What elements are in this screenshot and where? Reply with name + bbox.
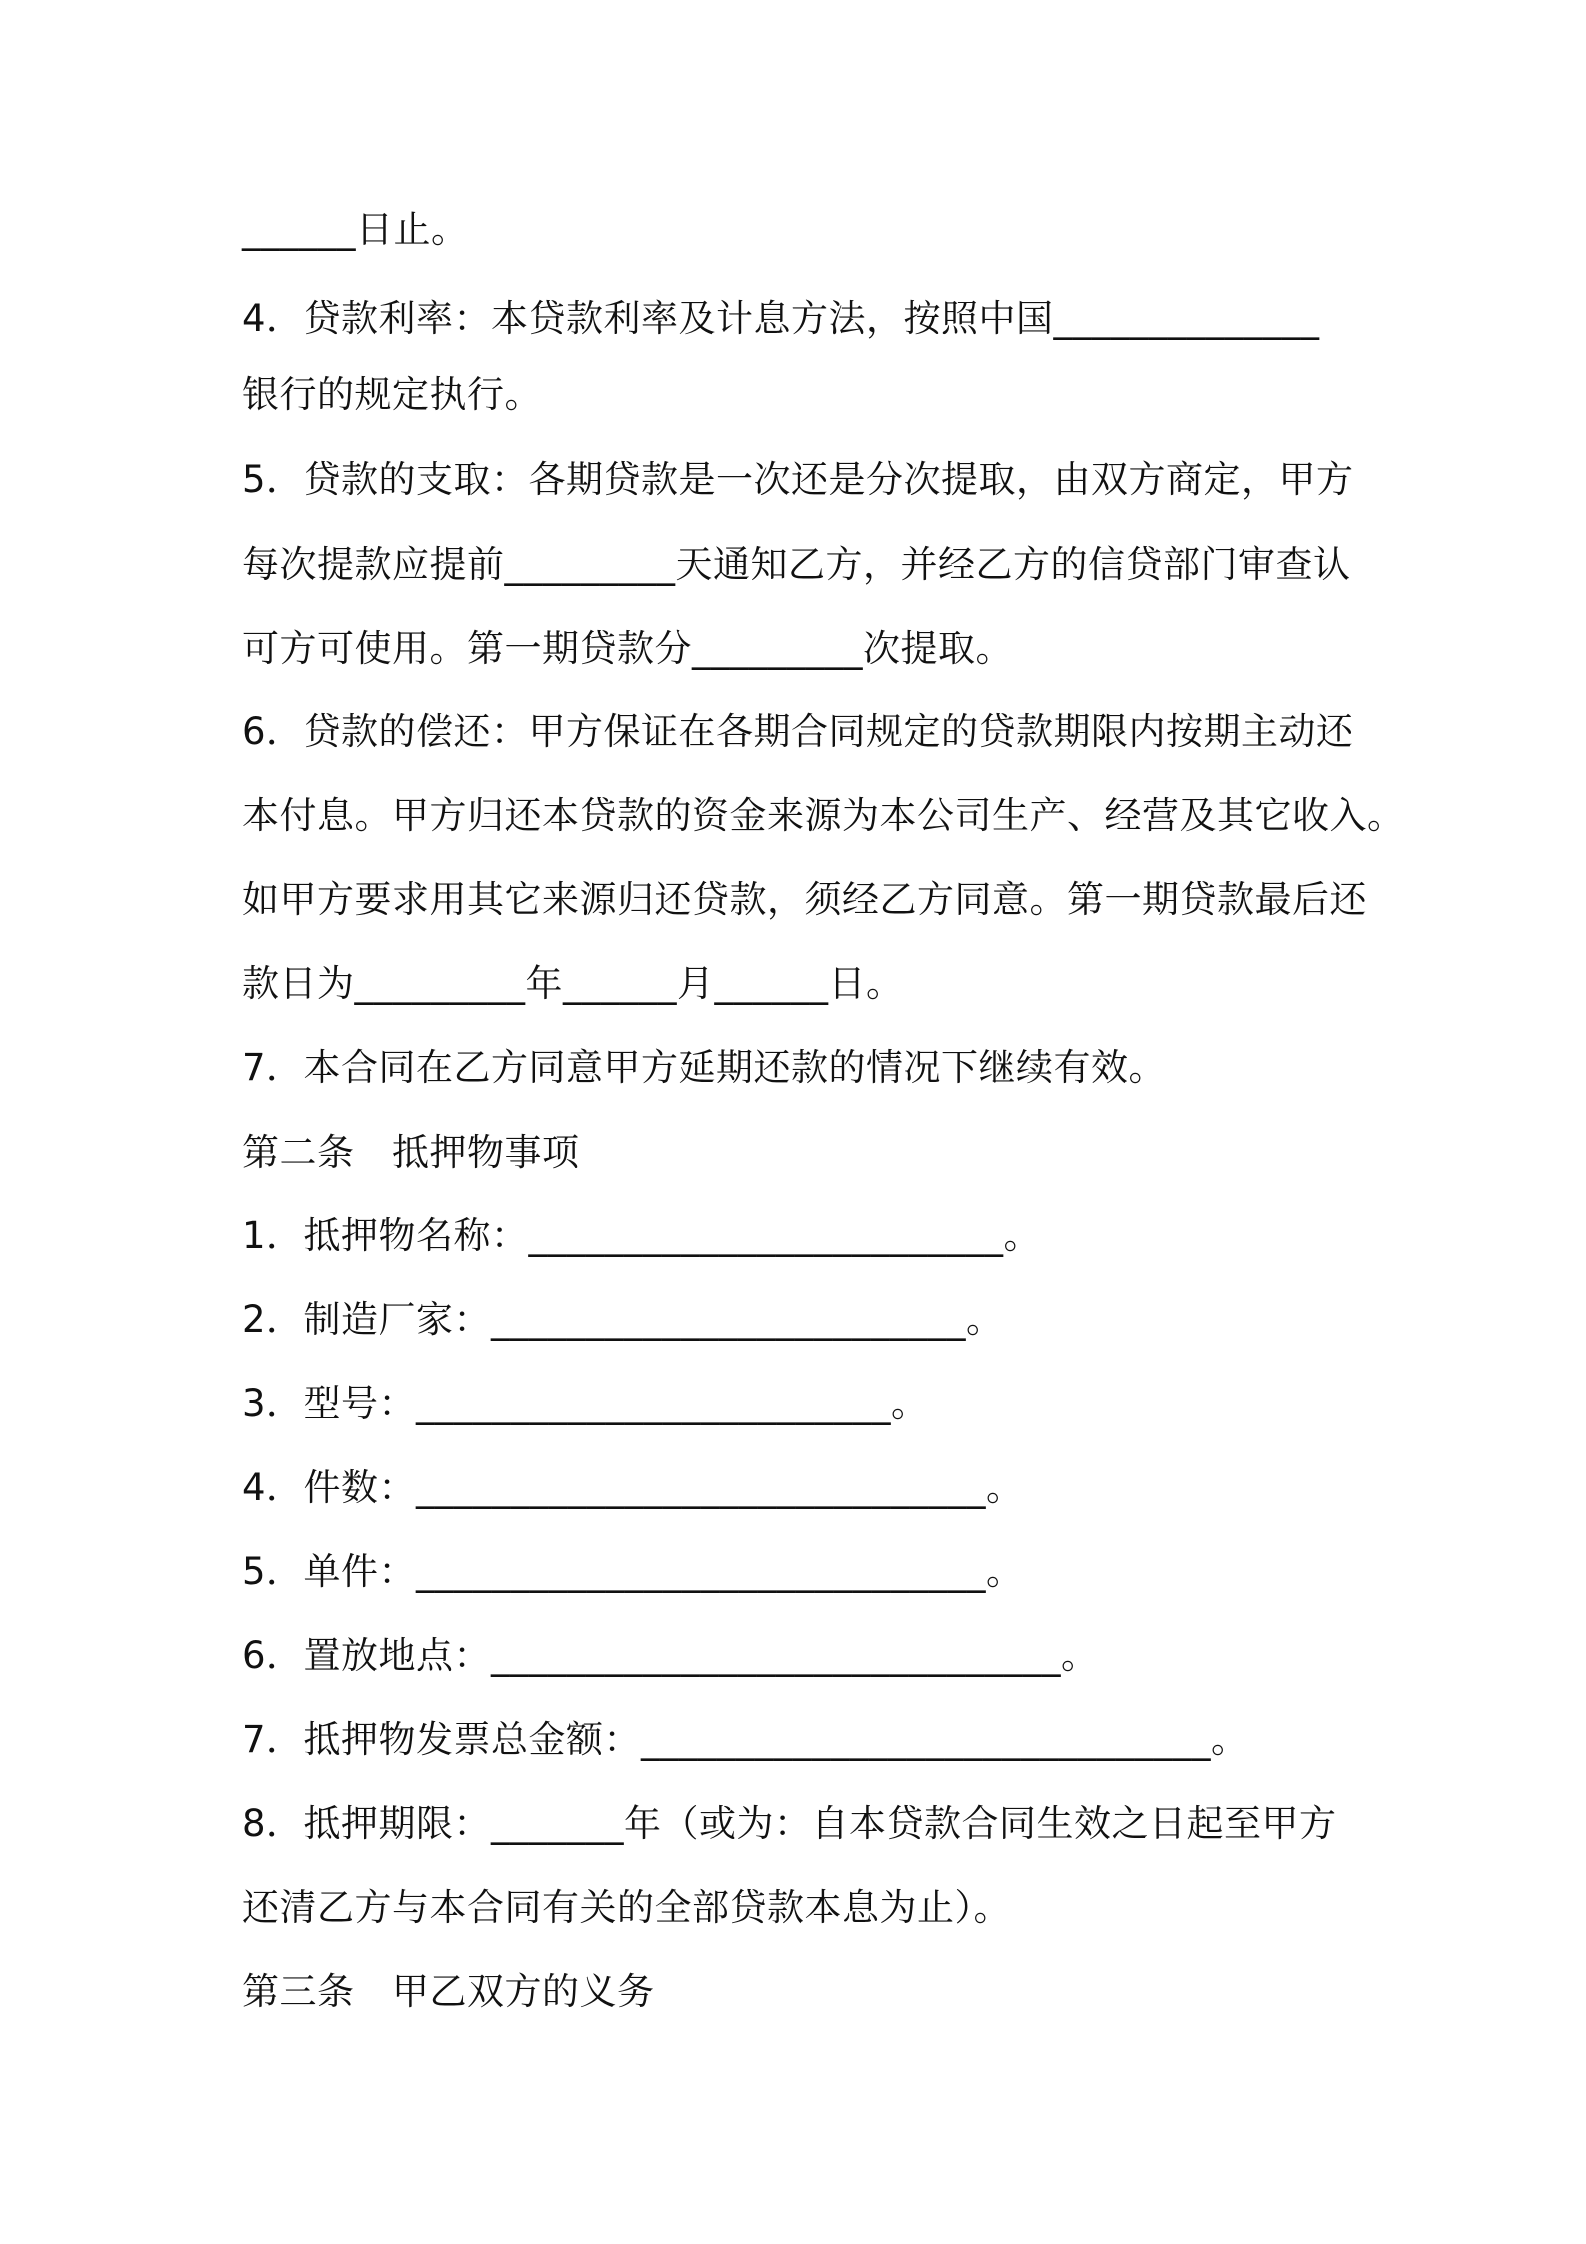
text-line: 款日为_________年______月______日。 [242, 962, 904, 1005]
text-line: 8．抵押期限：_______年（或为：自本贷款合同生效之日起至甲方 [242, 1802, 1337, 1845]
text-line: 5．单件：______________________________。 [242, 1550, 1024, 1593]
text-line: 可方可使用。第一期贷款分_________次提取。 [242, 627, 1013, 670]
text-line: 7．本合同在乙方同意甲方延期还款的情况下继续有效。 [242, 1046, 1167, 1089]
text-line: 4．贷款利率：本贷款利率及计息方法，按照中国______________ [242, 297, 1320, 340]
text-line: 6．置放地点：______________________________。 [242, 1634, 1099, 1677]
text-line: 1．抵押物名称：_________________________。 [242, 1214, 1042, 1257]
text-line: 5．贷款的支取：各期贷款是一次还是分次提取，由双方商定，甲方 [242, 458, 1354, 501]
text-line: 4．件数：______________________________。 [242, 1466, 1024, 1509]
text-line: 2．制造厂家：_________________________。 [242, 1298, 1004, 1341]
section-heading: 第三条 甲乙双方的义务 [242, 1970, 655, 2013]
text-line: 本付息。甲方归还本贷款的资金来源为本公司生产、经营及其它收入。 [242, 794, 1405, 837]
text-line: 6．贷款的偿还：甲方保证在各期合同规定的贷款期限内按期主动还 [242, 710, 1354, 753]
section-heading: 第二条 抵押物事项 [242, 1131, 580, 1174]
text-line: ______日止。 [242, 208, 469, 251]
text-line: 每次提款应提前_________天通知乙方，并经乙方的信贷部门审查认 [242, 543, 1351, 586]
text-line: 银行的规定执行。 [242, 373, 542, 416]
text-line: 如甲方要求用其它来源归还贷款，须经乙方同意。第一期贷款最后还 [242, 878, 1367, 921]
text-line: 3．型号：_________________________。 [242, 1382, 929, 1425]
text-line: 7．抵押物发票总金额：______________________________。 [242, 1718, 1249, 1761]
text-line: 还清乙方与本合同有关的全部贷款本息为止）。 [242, 1886, 1011, 1929]
